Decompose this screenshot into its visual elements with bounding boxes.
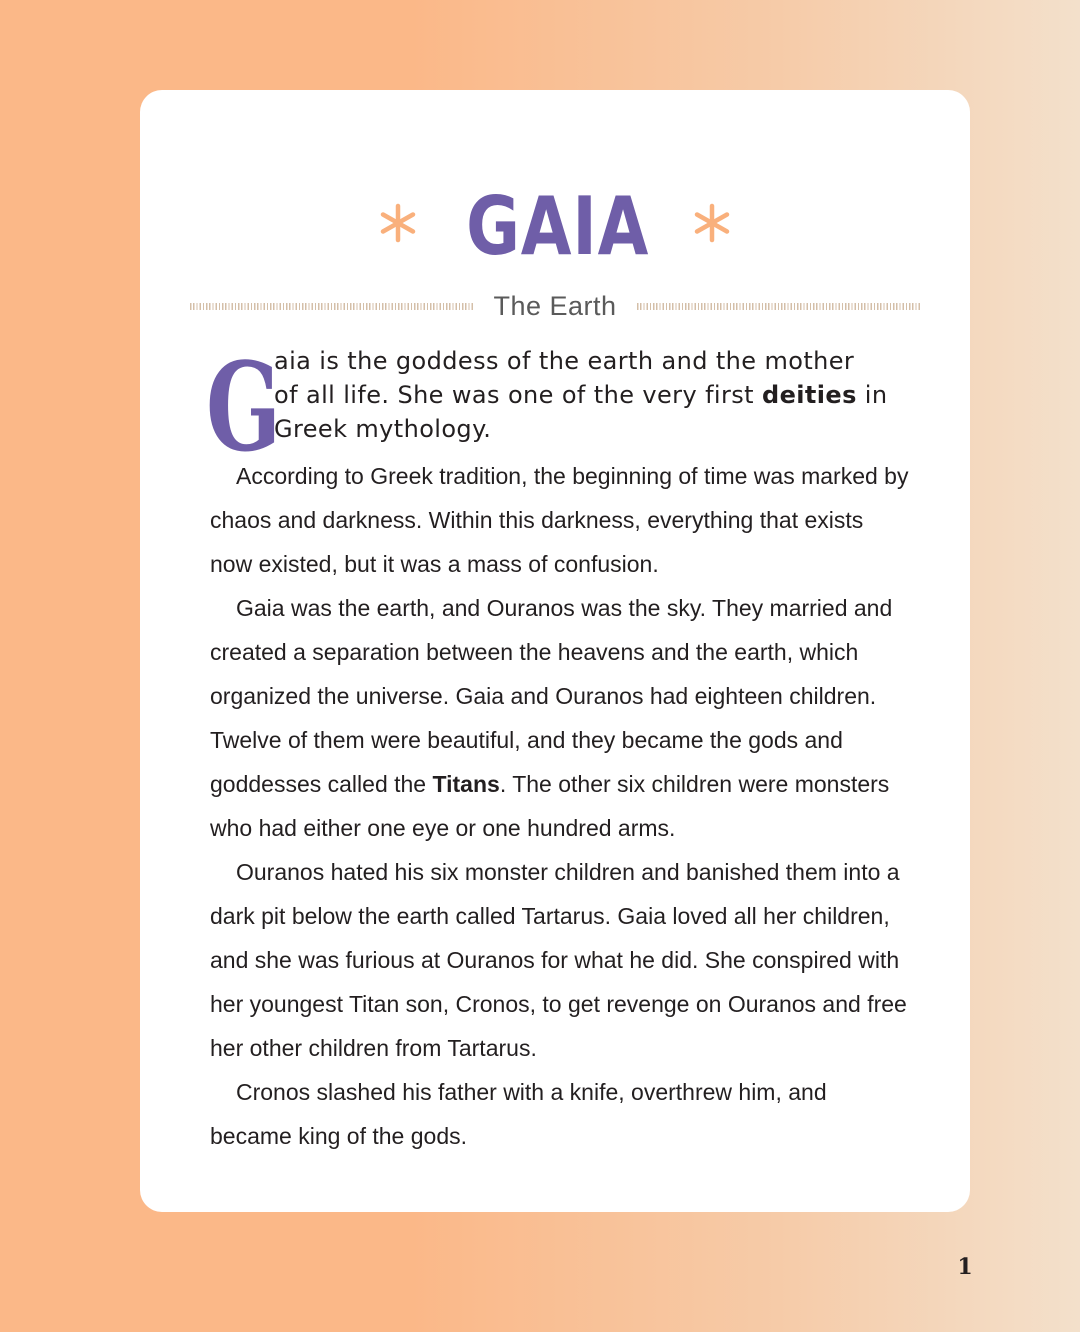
glossary-term-deities: deities — [762, 381, 857, 409]
page-title: GAIA — [466, 180, 650, 273]
paragraph: Cronos slashed his father with a knife, overthrew him, and became king of the gods. — [210, 1079, 827, 1149]
paragraph-text: Gaia was the earth, and Ouranos was the sky. They married and created a separation between the heavens and the earth, which organized the universe. Gaia and Ouranos had eighteen children. Twelve of them were beautiful, and they became the gods and goddesses called the — [210, 595, 893, 797]
content-card — [140, 90, 970, 1212]
intro-line: aia is the goddess of the earth and the mother — [274, 347, 855, 375]
dotted-divider-left — [190, 303, 473, 310]
subtitle: The Earth — [493, 290, 617, 321]
intro-line: Greek mythology. — [274, 415, 492, 443]
paragraph: Ouranos hated his six monster children and banished them into a dark pit below the earth called Tartarus. Gaia loved all her children, and she was furious at Ouranos for what he did. She conspired with her youngest Titan son, Cronos, to get revenge on Ouranos and free her other children from Tartarus. — [210, 859, 907, 1061]
glossary-term-titans: Titans — [432, 771, 500, 797]
intro-text: in — [856, 381, 888, 409]
paragraph: According to Greek tradition, the beginning of time was marked by chaos and darkness. Within this darkness, everything that exists now existed, but it was a mass of confusion. — [210, 463, 909, 577]
subtitle-row — [190, 286, 920, 326]
intro-paragraph — [274, 344, 914, 446]
intro-text: of all life. She was one of the very first — [274, 381, 763, 409]
body-text — [210, 454, 910, 1158]
drop-cap: G — [206, 335, 282, 479]
intro-line — [274, 378, 914, 412]
dotted-divider-right — [637, 303, 920, 310]
paragraph — [210, 586, 910, 850]
paragraph-text: . The other six children were monsters who had either one eye or one hundred arms. — [210, 771, 890, 841]
asterisk-icon — [378, 203, 418, 243]
page-number: 1 — [957, 1254, 973, 1280]
asterisk-icon — [692, 203, 732, 243]
title-row — [140, 172, 970, 282]
